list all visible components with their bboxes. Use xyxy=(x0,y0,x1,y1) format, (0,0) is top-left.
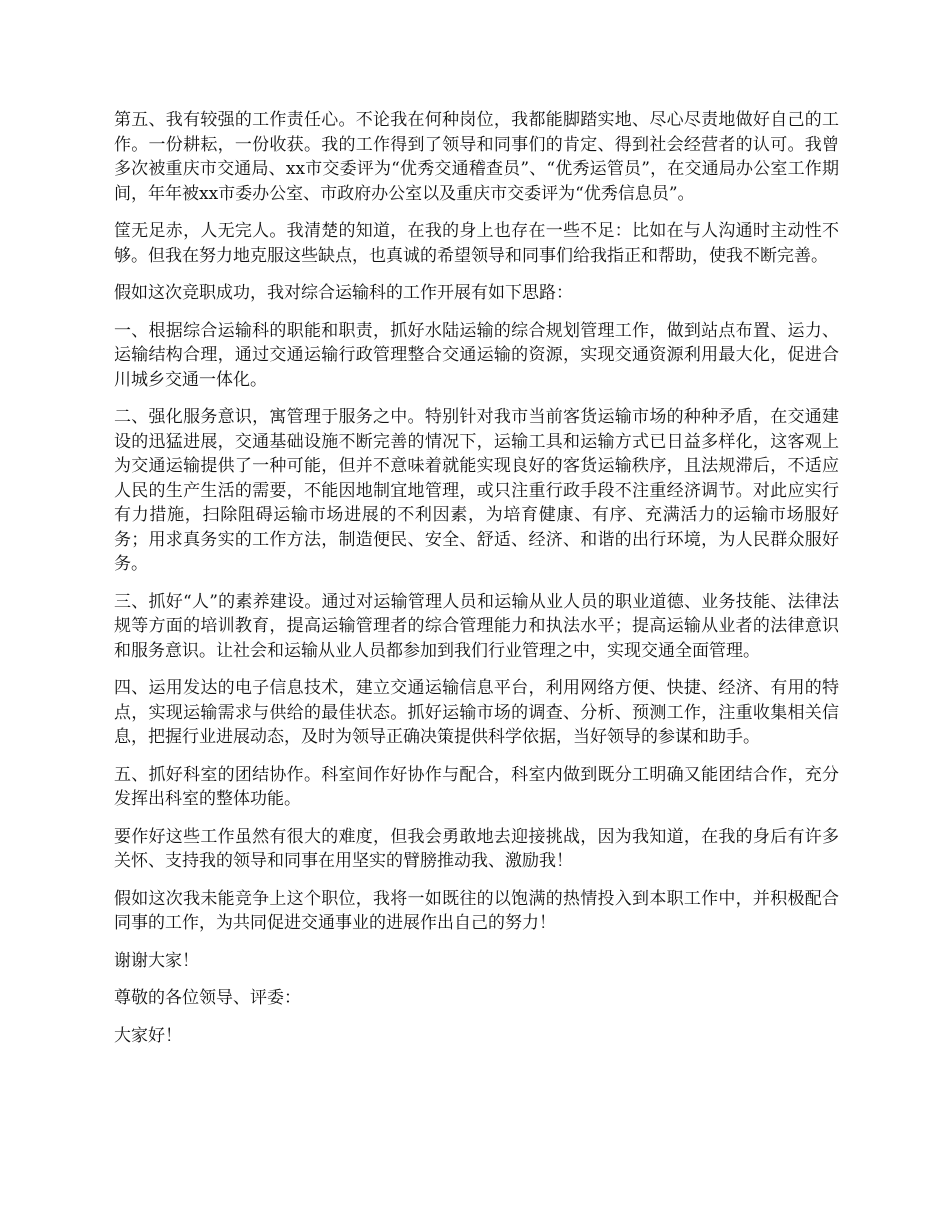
paragraph-work-plan-intro: 假如这次竞职成功，我对综合运输科的工作开展有如下思路： xyxy=(114,283,573,303)
paragraph-if-not-selected: 假如这次我未能竞争上这个职位，我将一如既往的以饱满的热情投入到本职工作中，并积极配合同事的工作，为共同促进交通事业的进展作出自己的努力！ xyxy=(114,888,839,933)
paragraph-plan-item-5: 五、抓好科室的团结协作。科室间作好协作与配合，科室内做到既分工明确又能团结合作，充分发挥出科室的整体功能。 xyxy=(114,764,839,809)
paragraph-challenge: 要作好这些工作虽然有很大的难度，但我会勇敢地去迎接挑战，因为我知道，在我的身后有许多关怀、支持我的领导和同事在用坚实的臂膀推动我、激励我！ xyxy=(114,826,839,871)
paragraph-plan-item-3: 三、抓好“人”的素养建设。通过对运输管理人员和运输从业人员的职业道德、业务技能、法律法规等方面的培训教育，提高运输管理者的综合管理能力和执法水平；提高运输从业者的法律意识和服务意识。让社会和运输从业人员都参加到我们行业管理之中，实现交通全面管理。 xyxy=(114,591,839,661)
paragraph-plan-item-4: 四、运用发达的电子信息技术，建立交通运输信息平台，利用网络方便、快捷、经济、有用的特点，实现运输需求与供给的最佳状态。抓好运输市场的调查、分析、预测工作，注重收集相关信息，把握行业进展动态，及时为领导正确决策提供科学依据，当好领导的参谋和助手。 xyxy=(114,678,839,747)
paragraph-shortcomings: 筐无足赤，人无完人。我清楚的知道，在我的身上也存在一些不足：比如在与人沟通时主动性不够。但我在努力地克服这些缺点，也真诚的希望领导和同事们给我指正和帮助，使我不断完善。 xyxy=(114,221,839,266)
paragraph-salutation: 尊敬的各位领导、评委： xyxy=(114,988,301,1008)
paragraph-greeting: 大家好！ xyxy=(114,1025,182,1046)
paragraph-plan-item-1: 一、根据综合运输科的职能和职责，抓好水陆运输的综合规划管理工作，做到站点布置、运力、运输结构合理，通过交通运输行政管理整合交通运输的资源，实现交通资源利用最大化，促进合川城乡交通一体化。 xyxy=(114,320,839,390)
paragraph-responsibility: 第五、我有较强的工作责任心。不论我在何种岗位，我都能脚踏实地、尽心尽责地做好自己的工作。一份耕耘，一份收获。我的工作得到了领导和同事们的肯定、得到社会经营者的认可。我曾多次被重庆市交通局、xx市交委评为“优秀交通稽查员”、“优秀运管员”，在交通局办公室工作期间，年年被xx市委办公室、市政府办公室以及重庆市交委评为“优秀信息员”。 xyxy=(114,110,839,204)
document-body xyxy=(114,108,839,1061)
paragraph-plan-item-2: 二、强化服务意识，寓管理于服务之中。特别针对我市当前客货运输市场的种种矛盾，在交通建设的迅猛进展，交通基础设施不断完善的情况下，运输工具和运输方式已日益多样化，这客观上为交通运输提供了一种可能，但并不意味着就能实现良好的客货运输秩序，且法规滞后，不适应人民的生产生活的需要，不能因地制宜地管理，或只注重行政手段不注重经济调节。对此应实行有力措施，扫除阻碍运输市场进展的不利因素，为培育健康、有序、充满活力的运输市场服好务；用求真务实的工作方法，制造便民、安全、舒适、经济、和谐的出行环境，为人民群众服好务。 xyxy=(114,407,839,574)
paragraph-thanks: 谢谢大家！ xyxy=(114,950,199,971)
